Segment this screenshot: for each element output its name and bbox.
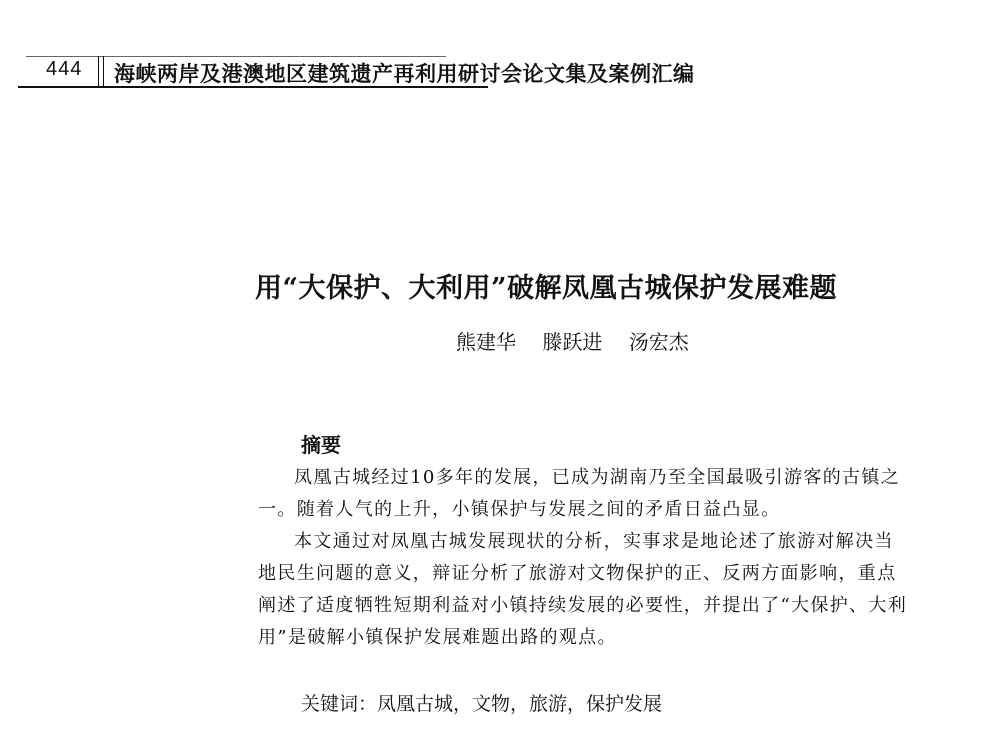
keywords <box>301 689 662 716</box>
header-divider <box>98 56 104 86</box>
abstract-heading: 摘要 <box>301 433 341 457</box>
page-number: 444 <box>46 58 83 80</box>
header-top-rule <box>26 56 446 57</box>
running-head <box>18 52 695 88</box>
abstract-body <box>258 462 910 654</box>
author-name: 熊建华 <box>456 330 516 354</box>
author-list <box>456 326 709 355</box>
keywords-label: 关键词： <box>301 693 378 715</box>
book-title: 海峡两岸及港澳地区建筑遗产再利用研讨会论文集及案例汇编 <box>114 62 695 86</box>
article-title: 用“大保护、大利用”破解凤凰古城保护发展难题 <box>255 273 838 304</box>
author-name: 滕跃进 <box>542 330 603 354</box>
author-name: 汤宏杰 <box>628 330 689 354</box>
abstract-paragraph: 凤凰古城经过10多年的发展，已成为湖南乃至全国最吸引游客的古镇之一。随着人气的上升，小镇保护与发展之间的矛盾日益凸显。 <box>258 467 901 520</box>
keywords-value: 凤凰古城，文物，旅游，保护发展 <box>377 693 663 715</box>
abstract-paragraph: 本文通过对凤凰古城发展现状的分析，实事求是地论述了旅游对解决当地民生问题的意义，辩证分析了旅游对文物保护的正、反两方面影响，重点阐述了适度牺牲短期利益对小镇持续发展的必要性，并提出了“大保护、大利用”是破解小镇保护发展难题出路的观点。 <box>258 531 908 648</box>
